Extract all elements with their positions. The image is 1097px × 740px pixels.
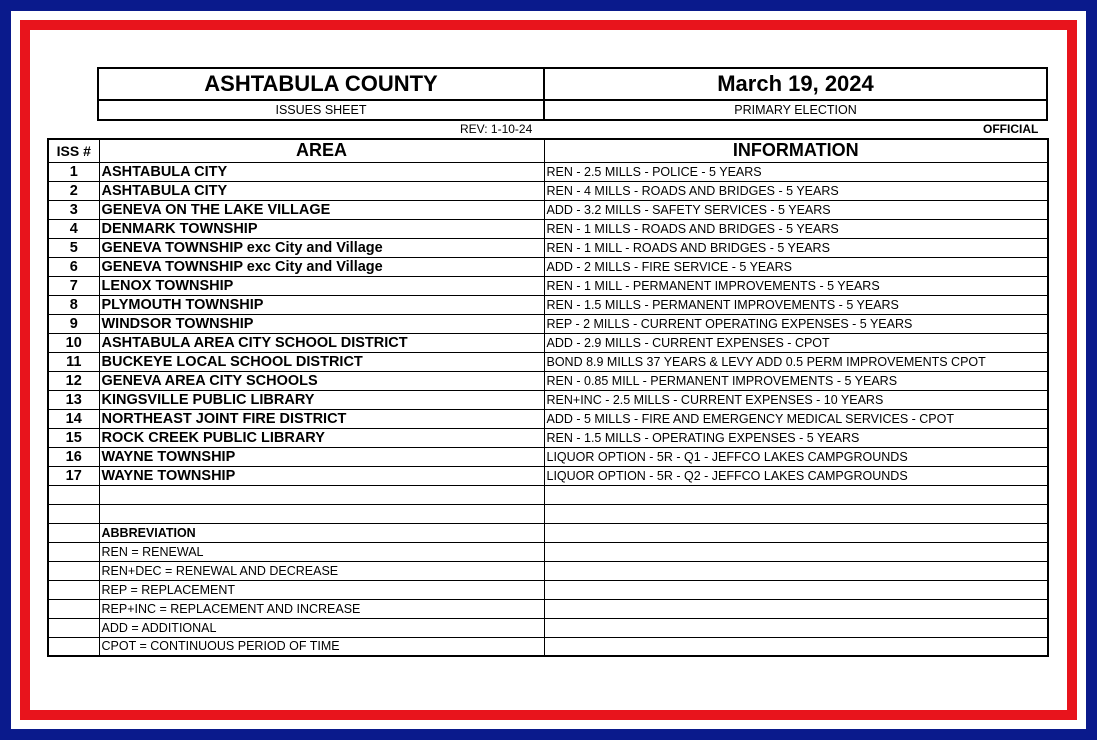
issue-number: 10	[48, 333, 99, 352]
issue-area: ROCK CREEK PUBLIC LIBRARY	[99, 428, 544, 447]
issue-area: ASHTABULA AREA CITY SCHOOL DISTRICT	[99, 333, 544, 352]
empty-cell	[48, 637, 99, 656]
issue-info: BOND 8.9 MILLS 37 YEARS & LEVY ADD 0.5 PERM IMPROVEMENTS CPOT	[544, 352, 1048, 371]
abbreviation-item: ADD = ADDITIONAL	[99, 618, 544, 637]
empty-cell	[544, 580, 1048, 599]
issue-info: LIQUOR OPTION - 5R - Q2 - JEFFCO LAKES CAMPGROUNDS	[544, 466, 1048, 485]
table-row	[48, 390, 1048, 409]
empty-cell	[99, 504, 544, 523]
issue-info: REN+INC - 2.5 MILLS - CURRENT EXPENSES - 10 YEARS	[544, 390, 1048, 409]
issue-info: REN - 1.5 MILLS - PERMANENT IMPROVEMENTS - 5 YEARS	[544, 295, 1048, 314]
issue-number: 12	[48, 371, 99, 390]
empty-cell	[48, 485, 99, 504]
empty-cell	[544, 485, 1048, 504]
issue-number: 2	[48, 181, 99, 200]
empty-cell	[544, 561, 1048, 580]
table-row	[48, 409, 1048, 428]
table-row	[48, 219, 1048, 238]
table-row	[48, 181, 1048, 200]
issue-info: REN - 0.85 MILL - PERMANENT IMPROVEMENTS - 5 YEARS	[544, 371, 1048, 390]
issue-number: 14	[48, 409, 99, 428]
issue-area: ASHTABULA CITY	[99, 162, 544, 181]
col-header-area: AREA	[99, 139, 544, 162]
issue-info: REN - 1 MILLS - ROADS AND BRIDGES - 5 YEARS	[544, 219, 1048, 238]
abbreviation-item: REP = REPLACEMENT	[99, 580, 544, 599]
empty-cell	[48, 504, 99, 523]
issue-number: 13	[48, 390, 99, 409]
sheet-label: ISSUES SHEET	[275, 103, 367, 117]
abbreviation-row	[48, 599, 1048, 618]
issue-area: NORTHEAST JOINT FIRE DISTRICT	[99, 409, 544, 428]
issue-area: GENEVA TOWNSHIP exc City and Village	[99, 257, 544, 276]
abbreviation-item: REN+DEC = RENEWAL AND DECREASE	[99, 561, 544, 580]
issue-number: 15	[48, 428, 99, 447]
abbreviation-item: REP+INC = REPLACEMENT AND INCREASE	[99, 599, 544, 618]
issue-number: 16	[48, 447, 99, 466]
empty-row	[48, 504, 1048, 523]
table-row	[48, 257, 1048, 276]
abbreviation-title-row	[48, 523, 1048, 542]
issue-area: WINDSOR TOWNSHIP	[99, 314, 544, 333]
empty-cell	[544, 599, 1048, 618]
table-row	[48, 276, 1048, 295]
election-type: PRIMARY ELECTION	[734, 103, 857, 117]
abbreviation-item: CPOT = CONTINUOUS PERIOD OF TIME	[99, 637, 544, 656]
table-row	[48, 295, 1048, 314]
empty-cell	[544, 523, 1048, 542]
issue-number: 9	[48, 314, 99, 333]
header-row-divider	[99, 99, 1046, 101]
issue-info: ADD - 2 MILLS - FIRE SERVICE - 5 YEARS	[544, 257, 1048, 276]
abbreviation-title: ABBREVIATION	[99, 523, 544, 542]
empty-cell	[48, 618, 99, 637]
abbreviation-row	[48, 580, 1048, 599]
issue-number: 5	[48, 238, 99, 257]
table-header-row	[48, 139, 1048, 162]
col-header-num: ISS #	[48, 139, 99, 162]
issue-number: 11	[48, 352, 99, 371]
empty-cell	[544, 504, 1048, 523]
empty-cell	[48, 542, 99, 561]
issues-body	[48, 162, 1048, 656]
issue-area: BUCKEYE LOCAL SCHOOL DISTRICT	[99, 352, 544, 371]
issue-area: WAYNE TOWNSHIP	[99, 466, 544, 485]
issue-number: 8	[48, 295, 99, 314]
issues-table	[47, 138, 1049, 657]
table-row	[48, 200, 1048, 219]
table-row	[48, 314, 1048, 333]
issue-info: REN - 2.5 MILLS - POLICE - 5 YEARS	[544, 162, 1048, 181]
table-row	[48, 238, 1048, 257]
issue-area: ASHTABULA CITY	[99, 181, 544, 200]
issue-info: REN - 4 MILLS - ROADS AND BRIDGES - 5 YEARS	[544, 181, 1048, 200]
table-row	[48, 352, 1048, 371]
col-header-info: INFORMATION	[544, 139, 1048, 162]
issue-number: 17	[48, 466, 99, 485]
issue-number: 1	[48, 162, 99, 181]
issue-area: GENEVA TOWNSHIP exc City and Village	[99, 238, 544, 257]
abbreviation-row	[48, 561, 1048, 580]
revision-label: REV: 1-10-24	[460, 122, 533, 136]
issue-number: 7	[48, 276, 99, 295]
abbreviation-row	[48, 542, 1048, 561]
issue-info: ADD - 5 MILLS - FIRE AND EMERGENCY MEDICAL SERVICES - CPOT	[544, 409, 1048, 428]
empty-cell	[544, 618, 1048, 637]
issue-number: 6	[48, 257, 99, 276]
issue-area: GENEVA AREA CITY SCHOOLS	[99, 371, 544, 390]
table-row	[48, 447, 1048, 466]
empty-cell	[544, 637, 1048, 656]
issue-info: ADD - 3.2 MILLS - SAFETY SERVICES - 5 YEARS	[544, 200, 1048, 219]
table-row	[48, 162, 1048, 181]
issue-number: 3	[48, 200, 99, 219]
abbreviation-row	[48, 637, 1048, 656]
issue-area: WAYNE TOWNSHIP	[99, 447, 544, 466]
empty-cell	[48, 580, 99, 599]
table-row	[48, 371, 1048, 390]
issue-info: ADD - 2.9 MILLS - CURRENT EXPENSES - CPOT	[544, 333, 1048, 352]
county-title: ASHTABULA COUNTY	[204, 71, 438, 96]
issue-number: 4	[48, 219, 99, 238]
table-row	[48, 466, 1048, 485]
issue-info: REN - 1.5 MILLS - OPERATING EXPENSES - 5 YEARS	[544, 428, 1048, 447]
election-date: March 19, 2024	[717, 71, 874, 96]
issue-area: LENOX TOWNSHIP	[99, 276, 544, 295]
issue-info: REN - 1 MILL - PERMANENT IMPROVEMENTS - 5 YEARS	[544, 276, 1048, 295]
issue-area: DENMARK TOWNSHIP	[99, 219, 544, 238]
header-box	[97, 67, 1048, 121]
empty-cell	[48, 599, 99, 618]
empty-cell	[99, 485, 544, 504]
empty-cell	[48, 523, 99, 542]
abbreviation-item: REN = RENEWAL	[99, 542, 544, 561]
issue-info: REN - 1 MILL - ROADS AND BRIDGES - 5 YEARS	[544, 238, 1048, 257]
issue-area: GENEVA ON THE LAKE VILLAGE	[99, 200, 544, 219]
table-row	[48, 428, 1048, 447]
empty-row	[48, 485, 1048, 504]
empty-cell	[48, 561, 99, 580]
abbreviation-row	[48, 618, 1048, 637]
issue-info: LIQUOR OPTION - 5R - Q1 - JEFFCO LAKES CAMPGROUNDS	[544, 447, 1048, 466]
official-label: OFFICIAL	[983, 122, 1039, 136]
issue-area: PLYMOUTH TOWNSHIP	[99, 295, 544, 314]
table-row	[48, 333, 1048, 352]
issue-area: KINGSVILLE PUBLIC LIBRARY	[99, 390, 544, 409]
empty-cell	[544, 542, 1048, 561]
issue-info: REP - 2 MILLS - CURRENT OPERATING EXPENSES - 5 YEARS	[544, 314, 1048, 333]
